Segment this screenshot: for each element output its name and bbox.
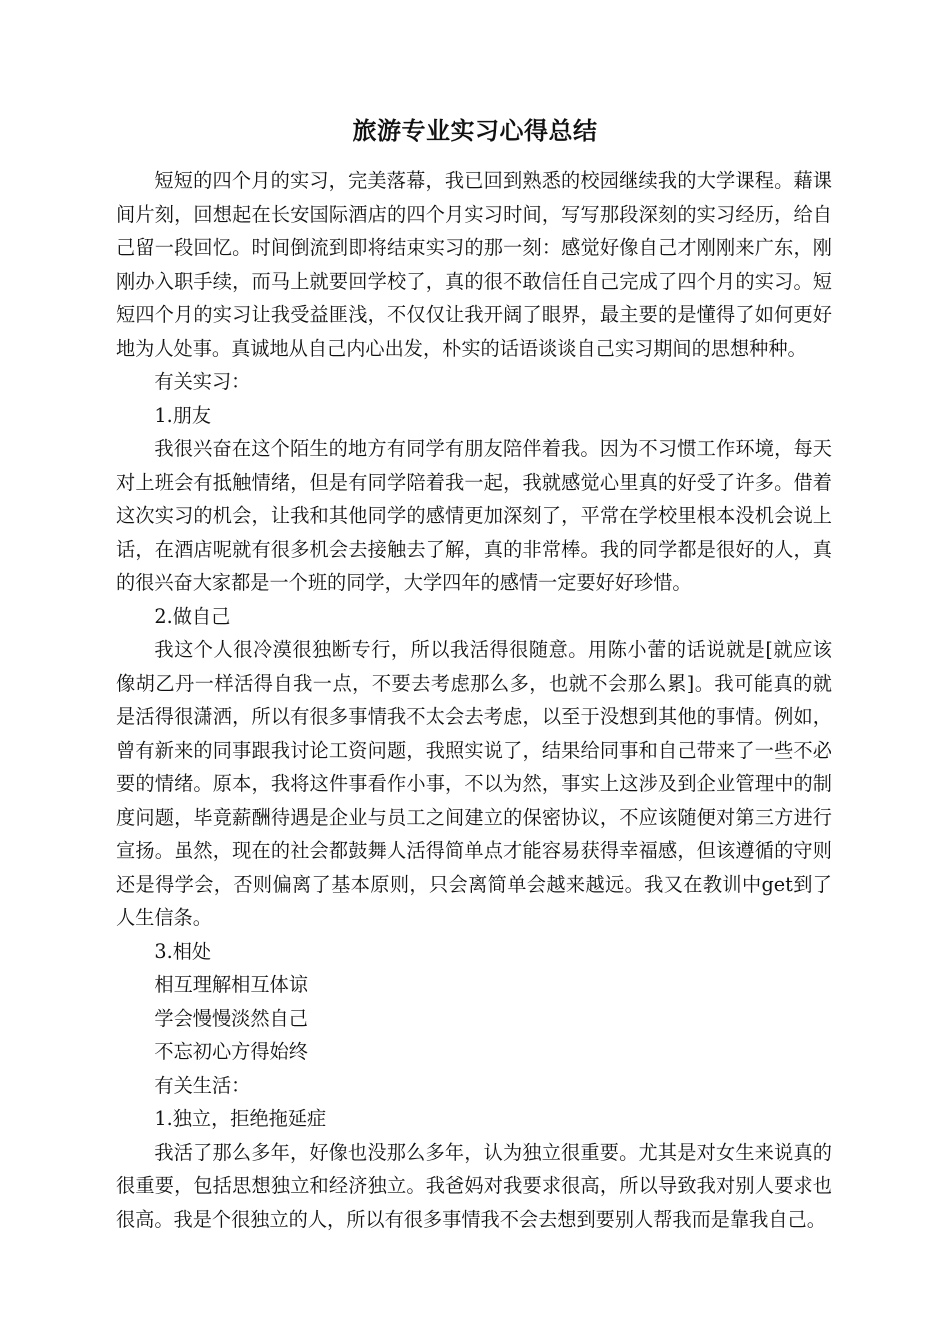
paragraph-intro: 短短的四个月的实习，完美落幕，我已回到熟悉的校园继续我的大学课程。藉课间片刻，回想起在长安国际酒店的四个月实习时间，写写那段深刻的实习经历，给自己留一段回忆。时间倒流到即将结束实习的那一刻：感觉好像自己才刚刚来广东，刚刚办入职手续，而马上就要回学校了，真的很不敢信任自己完成了四个月的实习。短短四个月的实习让我受益匪浅，不仅仅让我开阔了眼界，最主要的是懂得了如何更好地为人处事。真诚地从自己内心出发，朴实的话语谈谈自己实习期间的思想种种。 bbox=[116, 169, 832, 360]
subheading-independence: 1.独立，拒绝拖延症 bbox=[154, 1107, 327, 1130]
paragraph-be-yourself: 我这个人很冷漠很独断专行，所以我活得很随意。用陈小蕾的话说就是[就应该像胡乙丹一样活得自我一点，不要去考虑那么多，也就不会那么累]。我可能真的就是活得很潇洒，所以有很多事情我不太会去考虑，以至于没想到其他的事情。例如，曾有新来的同事跟我讨论工资问题，我照实说了，结果给同事和自己带来了一些不必要的情绪。原本，我将这件事看作小事，不以为然，事实上这涉及到企业管理中的制度问题，毕竟薪酬待遇是企业与员工之间建立的保密协议，不应该随便对第三方进行宣扬。虽然，现在的社会都鼓舞人活得简单点才能容易获得幸福感，但该遵循的守则还是得学会，否则偏离了基本原则，只会离简单会越来越远。我又在教训中get到了人生信条。 bbox=[116, 638, 832, 929]
paragraph-friends: 我很兴奋在这个陌生的地方有同学有朋友陪伴着我。因为不习惯工作环境，每天对上班会有抵触情绪，但是有同学陪着我一起，我就感觉心里真的好受了许多。借着这次实习的机会，让我和其他同学的感情更加深刻了，平常在学校里根本没机会说上话，在酒店呢就有很多机会去接触去了解，真的非常棒。我的同学都是很好的人，真的很兴奋大家都是一个班的同学，大学四年的感情一定要好好珍惜。 bbox=[116, 437, 832, 594]
paragraph-independence: 我活了那么多年，好像也没那么多年，认为独立很重要。尤其是对女生来说真的很重要，包括思想独立和经济独立。我爸妈对我要求很高，所以导致我对别人要求也很高。我是个很独立的人，所以有很多事情我不会去想到要别人帮我而是靠我自己。 bbox=[116, 1140, 832, 1231]
list-line-understanding: 相互理解相互体谅 bbox=[154, 973, 308, 996]
section-heading-internship: 有关实习： bbox=[154, 370, 251, 393]
subheading-friends: 1.朋友 bbox=[154, 403, 212, 427]
subheading-be-yourself: 2.做自己 bbox=[154, 604, 231, 628]
section-heading-life: 有关生活： bbox=[154, 1073, 251, 1097]
subheading-getting-along: 3.相处 bbox=[154, 939, 212, 963]
document-title: 旅游专业实习心得总结 bbox=[352, 117, 598, 145]
document-body bbox=[116, 164, 832, 1236]
list-line-original-intention: 不忘初心方得始终 bbox=[154, 1040, 308, 1063]
list-line-calm: 学会慢慢淡然自己 bbox=[154, 1006, 308, 1030]
